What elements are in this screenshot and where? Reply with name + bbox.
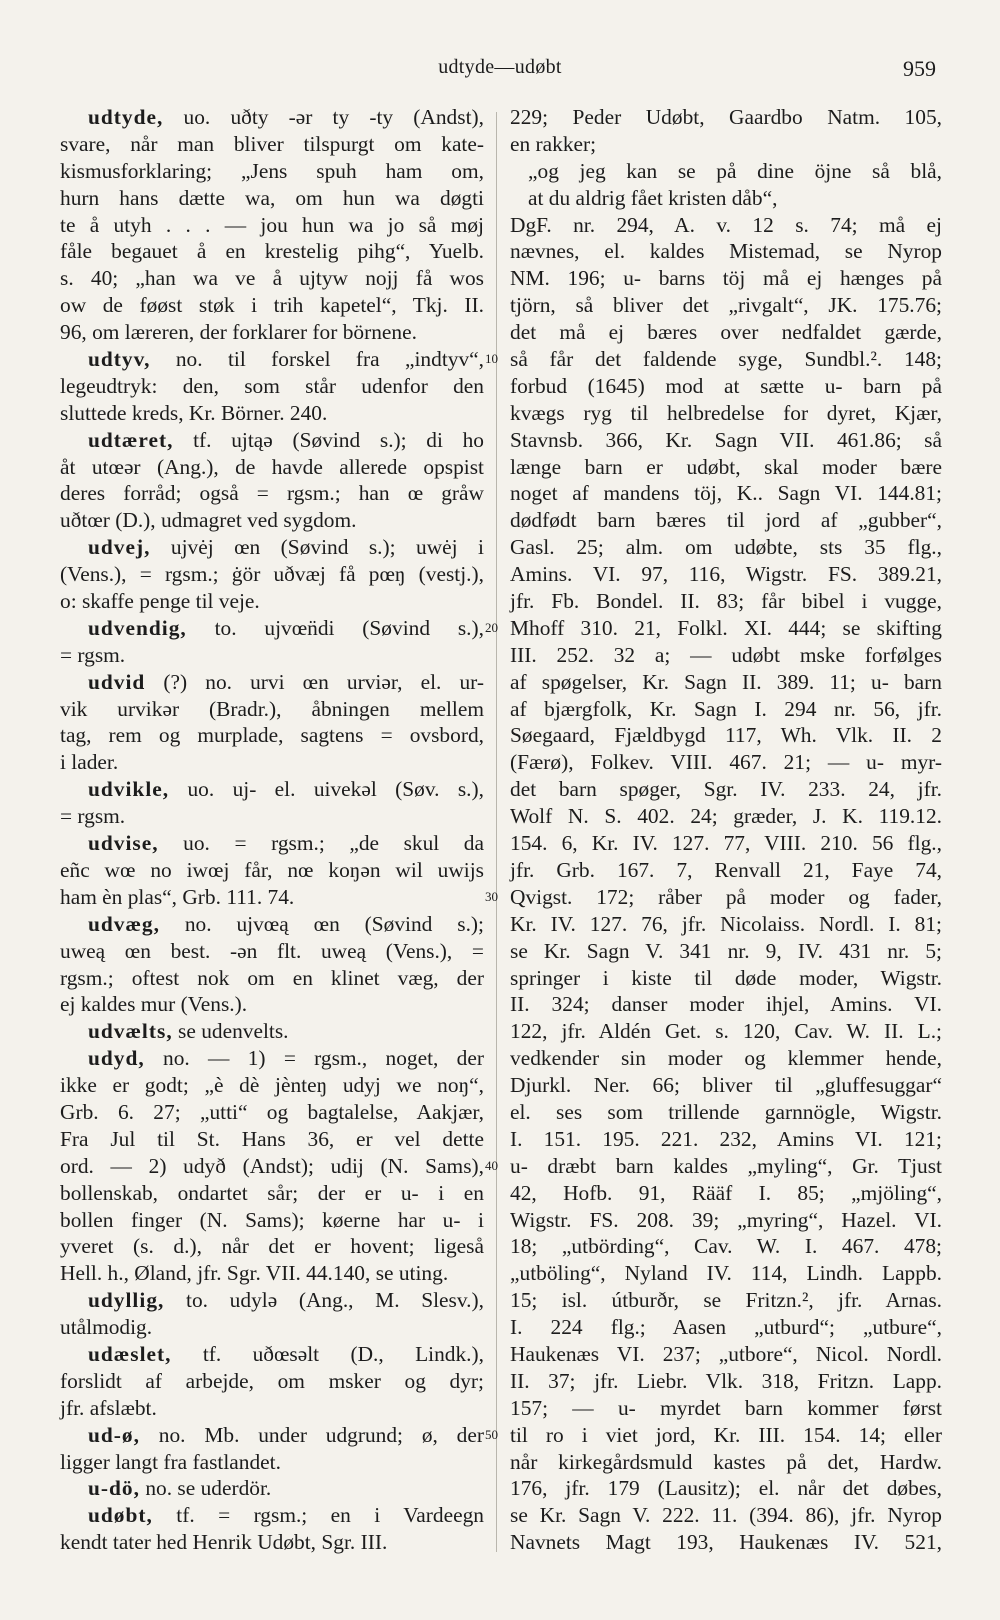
entry-text: Qvigst. 172; råber på moder og fader, [510, 884, 942, 909]
left-column-line [60, 615, 484, 642]
entry-text: tjörn, så bliver det „rivgalt“, JK. 175.76; [510, 293, 942, 318]
entry-text: „og jeg kan se på dine öjne så blå, [528, 158, 942, 183]
right-column-line [510, 1045, 942, 1072]
entry-text: når kirkegårdsmuld kastes på det, Hardw. [510, 1449, 942, 1474]
entry-text: uðtœr (D.), udmagret ved sygdom. [60, 508, 357, 533]
entry-text: (?) no. urvi œn urviər, el. ur- [145, 669, 484, 694]
left-column-line [60, 238, 484, 265]
entry-text: dødfødt barn bæres til jord af „gubber“, [510, 508, 942, 533]
left-column-line [60, 158, 484, 185]
right-column-line [510, 830, 942, 857]
entry-text: Fra Jul til St. Hans 36, er vel dette [60, 1126, 484, 1151]
left-column-line [60, 1233, 484, 1260]
right-column-line [510, 131, 942, 158]
entry-text: DgF. nr. 294, A. v. 12 s. 74; må ej [510, 212, 942, 237]
margin-line-number: 30 [485, 889, 498, 905]
headword: ud-ø, [88, 1422, 140, 1447]
entry-text: kendt tater hed Henrik Udøbt, Sgr. III. [60, 1530, 388, 1555]
right-column-line [510, 669, 942, 696]
column-divider [496, 112, 497, 1552]
entry-text: (Færø), Folkev. VIII. 467. 21; — u- myr- [510, 750, 942, 775]
entry-text: Stavnsb. 366, Kr. Sagn VII. 461.86; så [510, 427, 942, 452]
left-column-line [60, 1207, 484, 1234]
entry-text: el. ses som trillende garnnögle, Wigstr. [510, 1099, 942, 1124]
entry-text: Gasl. 25; alm. om udøbte, sts 35 flg., [510, 535, 942, 560]
entry-text: Kr. IV. 127. 76, jfr. Nicolaiss. Nordl. I. 81; [510, 911, 942, 936]
running-title: udtyde—udøbt [438, 56, 562, 78]
left-column-line [60, 803, 484, 830]
right-column-line [510, 427, 942, 454]
entry-text: Søegaard, Fjældbygd 117, Wh. Vlk. II. 2 [510, 723, 942, 748]
right-column-line [510, 212, 942, 239]
right-column-line [510, 1018, 942, 1045]
left-column-line [60, 965, 484, 992]
entry-text: 18; „utbörding“, Cav. W. I. 467. 478; [510, 1234, 942, 1259]
right-column-line [510, 561, 942, 588]
entry-text: 229; Peder Udøbt, Gaardbo Natm. 105, [510, 105, 942, 129]
entry-text: ikke er godt; „è dè jènteŋ udyj we noŋ“, [60, 1073, 484, 1098]
right-column-line [510, 749, 942, 776]
left-column-line [60, 1126, 484, 1153]
right-column-line [510, 1180, 942, 1207]
right-column-line [510, 292, 942, 319]
right-column-line [510, 104, 942, 131]
left-column-line [60, 1287, 484, 1314]
entry-text: at du aldrig fået kristen dåb“, [528, 185, 778, 210]
left-column-line [60, 104, 484, 131]
right-column-line [510, 911, 942, 938]
entry-text: (Vens.), = rgsm.; ġör uðvæj få pœŋ (vestj.), [60, 562, 484, 587]
entry-text: 42, Hofb. 91, Rääf I. 85; „mjöling“, [510, 1180, 942, 1205]
left-column-line [60, 1180, 484, 1207]
entry-text: sluttede kreds, Kr. Börner. 240. [60, 400, 328, 425]
entry-text: deres forråd; også = rgsm.; han œ gråw [60, 481, 484, 506]
left-column-line [60, 373, 484, 400]
entry-text: Hell. h., Øland, jfr. Sgr. VII. 44.140, se uting. [60, 1261, 449, 1286]
entry-text: I. 151. 195. 221. 232, Amins VI. 121; [510, 1126, 942, 1151]
entry-text: ord. — 2) udyð (Andst); udij (N. Sams), [60, 1153, 484, 1178]
left-column-line [60, 991, 484, 1018]
right-column-line [510, 454, 942, 481]
right-column-line [510, 1099, 942, 1126]
entry-text: ej kaldes mur (Vens.). [60, 992, 248, 1017]
left-column-line [60, 1422, 484, 1449]
left-column-line [60, 938, 484, 965]
entry-text: = rgsm. [60, 804, 126, 829]
entry-text: svare, når man bliver tilspurgt om kate- [60, 131, 484, 156]
left-column-line [60, 534, 484, 561]
left-column-line [60, 292, 484, 319]
entry-text: II. 37; jfr. Liebr. Vlk. 318, Fritzn. Lapp. [510, 1368, 942, 1393]
left-column-line [60, 1529, 484, 1556]
left-column-line [60, 1153, 484, 1180]
left-column-line [60, 131, 484, 158]
left-column-line [60, 480, 484, 507]
right-column-line [510, 776, 942, 803]
entry-text: 96, om læreren, der forklarer for börnene. [60, 320, 417, 345]
left-column-line [60, 884, 484, 911]
right-column-line [510, 507, 942, 534]
right-column-line [510, 884, 942, 911]
entry-text: kvægs ryg til helbredelse for dyret, Kjær, [510, 400, 942, 425]
right-column-line [510, 722, 942, 749]
right-column-line [510, 400, 942, 427]
entry-text: yveret (s. d.), når det er hovent; ligeså [60, 1234, 484, 1259]
headword: udvæg, [88, 911, 160, 936]
right-column-line [510, 1233, 942, 1260]
entry-text: se Kr. Sagn V. 341 nr. 9, IV. 431 nr. 5; [510, 938, 942, 963]
right-column-line [510, 1341, 942, 1368]
left-column-line [60, 185, 484, 212]
headword: udvid [88, 669, 146, 694]
entry-text: ligger langt fra fastlandet. [60, 1449, 281, 1474]
left-column-line [60, 1045, 484, 1072]
right-column-line [510, 1260, 942, 1287]
entry-text: det barn spøger, Sgr. IV. 233. 24, jfr. [510, 777, 942, 802]
entry-text: ujvėj œn (Søvind s.); uwėj i [150, 535, 484, 560]
entry-text: tf. uðœsəlt (D., Lindk.), [171, 1341, 484, 1366]
entry-text: bollen finger (N. Sams); køerne har u- i [60, 1207, 484, 1232]
entry-text: o: skaffe penge til veje. [60, 589, 260, 614]
entry-text: noget af mandens töj, K.. Sagn VI. 144.81; [510, 481, 942, 506]
left-column-line [60, 749, 484, 776]
left-column-line [60, 319, 484, 346]
headword: udæslet, [88, 1341, 172, 1366]
left-column-line [60, 1449, 484, 1476]
left-column-line [60, 1314, 484, 1341]
entry-text: to. udylə (Ang., M. Slesv.), [164, 1288, 484, 1313]
entry-text: tf. = rgsm.; en i Vardeegn [152, 1503, 484, 1528]
margin-line-number: 20 [485, 620, 498, 636]
right-column-line [510, 265, 942, 292]
right-column-line [510, 642, 942, 669]
left-column-line [60, 830, 484, 857]
right-column-line [510, 615, 942, 642]
headword: udvej, [88, 535, 151, 560]
entry-text: ow de føøst støk i trih kapetel“, Tkj. II. [60, 293, 484, 318]
entry-text: jfr. Fb. Bondel. II. 83; får bibel i vugge, [510, 589, 942, 614]
entry-text: Haukenæs VI. 237; „utbore“, Nicol. Nordl. [510, 1341, 942, 1366]
entry-text: det må ej bæres over nedfaldet gærde, [510, 320, 942, 345]
right-column-line [510, 1072, 942, 1099]
entry-text: jfr. Grb. 167. 7, Renvall 21, Faye 74, [510, 857, 942, 882]
left-column-line [60, 265, 484, 292]
entry-text: forslidt af arbejde, om msker og dyr; [60, 1368, 484, 1393]
left-column-line [60, 722, 484, 749]
entry-text: 157; — u- myrdet barn kommer først [510, 1395, 942, 1420]
entry-text: no. — 1) = rgsm., noget, der [144, 1046, 484, 1071]
headword: udvise, [88, 831, 159, 856]
left-column-line [60, 669, 484, 696]
right-column-line [510, 1153, 942, 1180]
entry-text: Amins. VI. 97, 116, Wigstr. FS. 389.21, [510, 562, 942, 587]
entry-text: rgsm.; oftest nok om en klinet væg, der [60, 965, 484, 990]
left-column-line [60, 507, 484, 534]
right-column-line [510, 1395, 942, 1422]
entry-text: tag, rem og murplade, sagtens = ovsbord, [60, 723, 484, 748]
right-column-line [510, 1502, 942, 1529]
entry-text: no. se uderdör. [139, 1476, 272, 1501]
right-column-line [510, 1207, 942, 1234]
entry-text: no. ujvœą œn (Søvind s.); [159, 911, 484, 936]
right-column-line [510, 373, 942, 400]
left-column-line [60, 427, 484, 454]
entry-text: utålmodig. [60, 1315, 153, 1340]
right-column-line [510, 857, 942, 884]
entry-text: NM. 196; u- barns töj må ej hænges på [510, 266, 942, 291]
entry-text: Grb. 6. 27; „utti“ og bagtalelse, Aakjær, [60, 1099, 484, 1124]
entry-text: jfr. afslæbt. [60, 1395, 157, 1420]
headword: udtæret, [88, 427, 174, 452]
left-column-line [60, 1018, 484, 1045]
entry-text: uo. = rgsm.; „de skul da [158, 831, 484, 856]
margin-line-number: 40 [485, 1158, 498, 1174]
entry-text: 15; isl. útburðr, se Fritzn.², jfr. Arnas. [510, 1288, 942, 1313]
right-column-line [510, 1368, 942, 1395]
entry-text: se Kr. Sagn V. 222. 11. (394. 86), jfr. Nyrop [510, 1503, 942, 1528]
right-column-line [510, 696, 942, 723]
right-column-line [510, 588, 942, 615]
right-column-line [510, 346, 942, 373]
right-column-line [510, 1314, 942, 1341]
left-column-line [60, 696, 484, 723]
right-column-line [510, 1126, 942, 1153]
entry-text: s. 40; „han wa ve å ujtyw nojj få wos [60, 266, 484, 291]
entry-text: uo. uj- el. uivekəl (Søv. s.), [169, 777, 484, 802]
left-column-line [60, 857, 484, 884]
entry-text: springer i kiste til døde moder, Wigstr. [510, 965, 942, 990]
left-column-line [60, 1072, 484, 1099]
right-column-line [510, 1287, 942, 1314]
right-column-line [510, 480, 942, 507]
entry-text: u- dræbt barn kaldes „myling“, Gr. Tjust [510, 1153, 942, 1178]
left-column-line [60, 1368, 484, 1395]
entry-text: no. Mb. under udgrund; ø, der [139, 1422, 484, 1447]
entry-text: Wigstr. FS. 208. 39; „myring“, Hazel. VI. [510, 1207, 942, 1232]
left-column-line [60, 588, 484, 615]
entry-text: Wolf N. S. 402. 24; græder, J. K. 119.12. [510, 804, 942, 829]
headword: udyllig, [88, 1288, 165, 1313]
entry-text: ham èn plas“, Grb. 111. 74. [60, 884, 295, 909]
entry-text: så får det faldende syge, Sundbl.². 148; [510, 347, 942, 372]
entry-text: te å utyh . . . — jou hun wa jo så møj [60, 212, 484, 237]
right-column-line [510, 803, 942, 830]
right-column-line [510, 1449, 942, 1476]
entry-text: kismusforklaring; „Jens spuh ham om, [60, 158, 484, 183]
entry-text: 176, jfr. 179 (Lausitz); el. når det døbes, [510, 1476, 942, 1501]
headword: udtyde, [88, 105, 164, 129]
entry-text: forbud (1645) mod at sætte u- barn på [510, 373, 942, 398]
right-column-line [510, 238, 942, 265]
entry-text: III. 252. 32 a; — udøbt mske forfølges [510, 642, 942, 667]
entry-text: en rakker; [510, 131, 597, 156]
margin-line-number: 50 [485, 1427, 498, 1443]
entry-text: bollenskab, ondartet sår; der er u- i en [60, 1180, 484, 1205]
right-column-line [510, 991, 942, 1018]
entry-text: uweą œn best. -ən flt. uweą (Vens.), = [60, 938, 484, 963]
entry-text: II. 324; danser moder ihjel, Amins. VI. [510, 992, 942, 1017]
left-column-line [60, 346, 484, 373]
left-column-line [60, 642, 484, 669]
entry-text: 122, jfr. Aldén Get. s. 120, Cav. W. II. L.; [510, 1019, 942, 1044]
right-column-line [510, 1475, 942, 1502]
margin-line-number: 10 [485, 351, 498, 367]
left-column [60, 104, 484, 1556]
left-column-line [60, 776, 484, 803]
left-column-line [60, 1260, 484, 1287]
entry-text: legeudtryk: den, som står udenfor den [60, 373, 484, 398]
entry-text: Mhoff 310. 21, Folkl. XI. 444; se skifting [510, 615, 942, 640]
entry-text: Navnets Magt 193, Haukenæs IV. 521, [510, 1530, 942, 1555]
left-column-line [60, 561, 484, 588]
entry-text: no. til forskel fra „indtyv“, [150, 347, 484, 372]
left-column-line [60, 911, 484, 938]
entry-text: 154. 6, Kr. IV. 127. 77, VIII. 210. 56 flg., [510, 831, 942, 856]
entry-text: fåle begauet å en krestelig pihg“, Yuelb. [60, 239, 484, 264]
headword: udvælts, [88, 1019, 173, 1044]
left-column-line [60, 1341, 484, 1368]
right-column [510, 104, 942, 1556]
headword: udvendig, [88, 615, 187, 640]
entry-text: af bjærgfolk, Kr. Sagn I. 294 nr. 56, jfr. [510, 696, 942, 721]
headword: u-dö, [88, 1476, 140, 1501]
right-column-line [510, 1529, 942, 1556]
headword: udvikle, [88, 777, 170, 802]
page-number: 959 [903, 56, 936, 81]
entry-text: eñc wœ no iwœj får, nœ koŋən wil uwijs [60, 857, 484, 882]
entry-text: I. 224 flg.; Aasen „utburd“; „utbure“, [510, 1315, 942, 1340]
entry-text: i lader. [60, 750, 119, 775]
left-column-line [60, 400, 484, 427]
left-column-line [60, 1099, 484, 1126]
entry-text: vik urvikər (Bradr.), åbningen mellem [60, 696, 484, 721]
entry-text: uo. uðty -ər ty -ty (Andst), [163, 105, 484, 129]
entry-text: Djurkl. Ner. 66; bliver til „gluffesuggar“ [510, 1073, 942, 1098]
right-column-line [510, 185, 942, 212]
entry-text: til ro i viet jord, Kr. III. 154. 14; eller [510, 1422, 942, 1447]
entry-text: = rgsm. [60, 642, 126, 667]
entry-text: to. ujvœn̈di (Søvind s.), [186, 615, 484, 640]
headword: udtyv, [88, 347, 151, 372]
right-column-line [510, 158, 942, 185]
headword: udyd, [88, 1046, 145, 1071]
entry-text: hurn hans dætte wa, om hun wa døgti [60, 185, 484, 210]
entry-text: længe barn er udøbt, skal moder bære [510, 454, 942, 479]
left-column-line [60, 1475, 484, 1502]
entry-text: tf. ujtąə (Søvind s.); di ho [173, 427, 484, 452]
entry-text: vedkender sin moder og klemmer hende, [510, 1046, 942, 1071]
headword: udøbt, [88, 1503, 153, 1528]
left-column-line [60, 1395, 484, 1422]
entry-text: se udenvelts. [172, 1019, 289, 1044]
entry-text: nævnes, el. kaldes Mistemad, se Nyrop [510, 239, 942, 264]
entry-text: åt utœər (Ang.), de havde allerede opspist [60, 454, 484, 479]
left-column-line [60, 454, 484, 481]
right-column-line [510, 534, 942, 561]
entry-text: af spøgelser, Kr. Sagn II. 389. 11; u- barn [510, 669, 942, 694]
left-column-line [60, 1502, 484, 1529]
right-column-line [510, 319, 942, 346]
right-column-line [510, 965, 942, 992]
right-column-line [510, 938, 942, 965]
right-column-line [510, 1422, 942, 1449]
running-head [0, 54, 1000, 84]
entry-text: „utböling“, Nyland IV. 114, Lindh. Lappb. [510, 1261, 942, 1286]
left-column-line [60, 212, 484, 239]
